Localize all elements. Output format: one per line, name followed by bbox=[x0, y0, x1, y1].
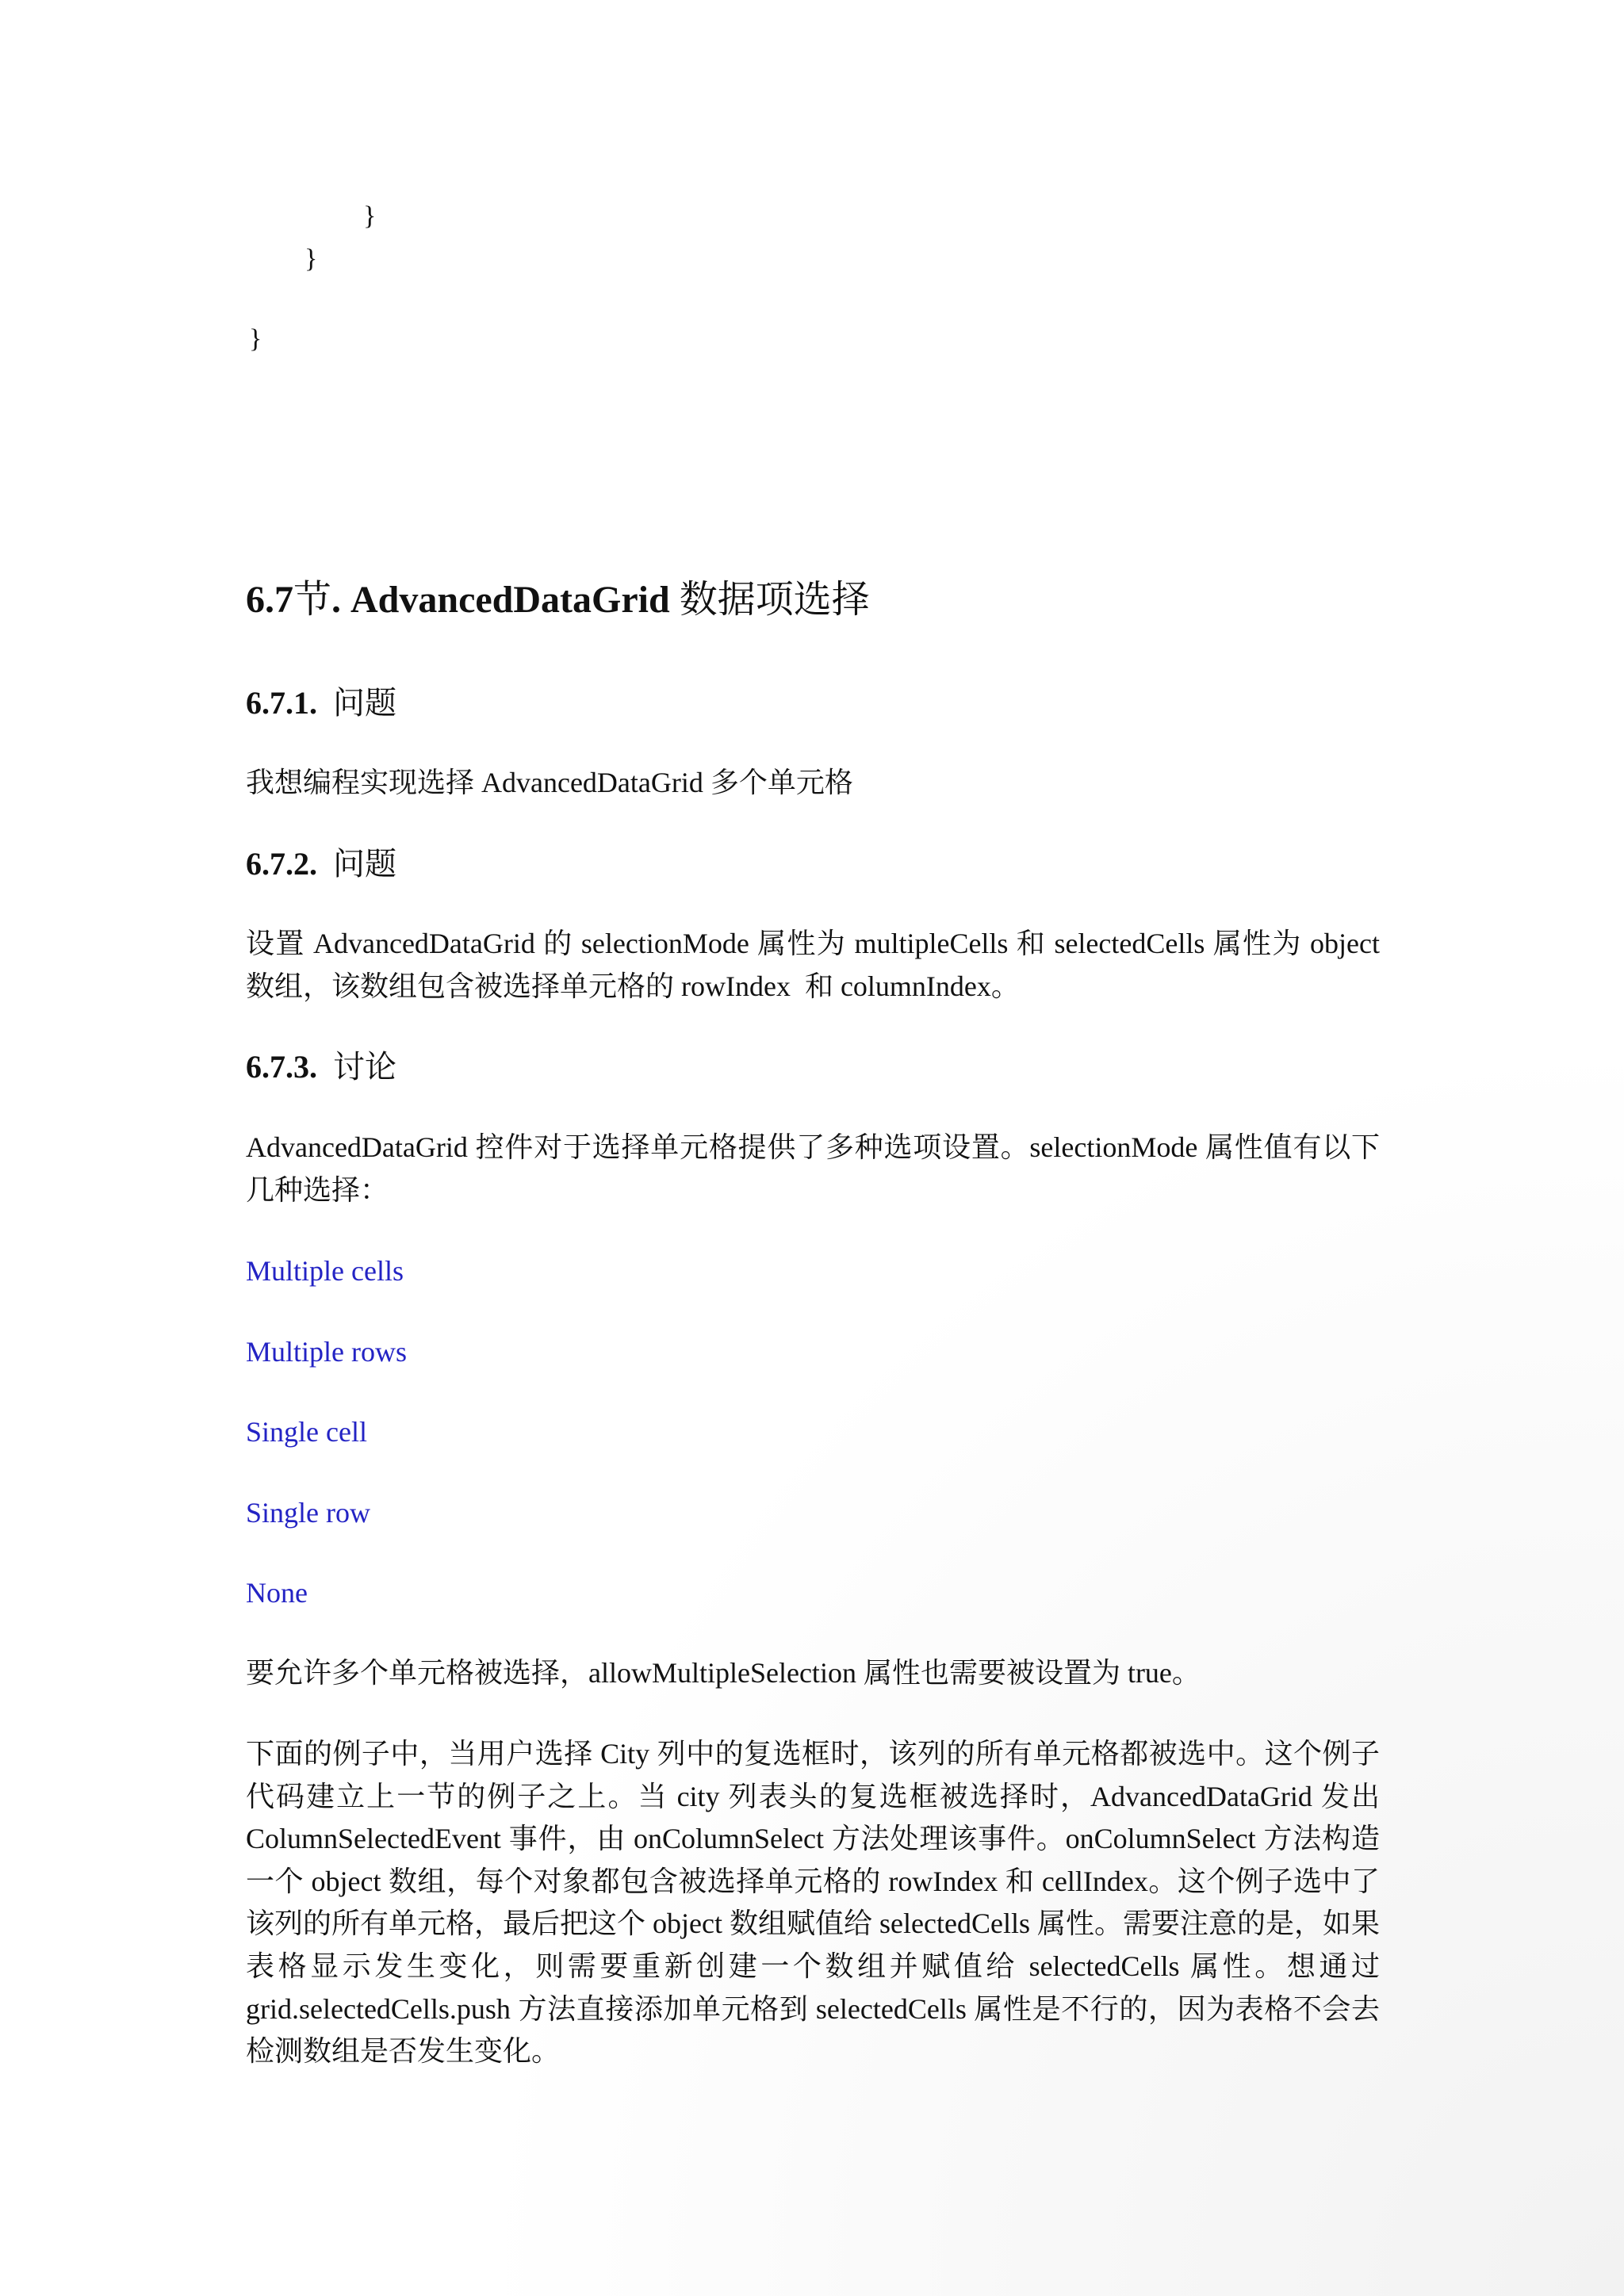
example-explanation-paragraph bbox=[246, 1733, 1380, 2073]
solution-paragraph bbox=[246, 923, 1380, 1008]
paragraph-line: 数组，该数组包含被选择单元格的 rowIndex 和 columnIndex。 bbox=[246, 970, 1020, 1002]
subsection-heading-solution bbox=[246, 843, 1380, 886]
section-title-cn: 数据项选择 bbox=[669, 579, 870, 621]
selection-mode-link-multiple-rows[interactable]: Multiple rows bbox=[246, 1336, 407, 1368]
selection-mode-link-none[interactable]: None bbox=[246, 1577, 308, 1609]
paragraph-line: 该列的所有单元格，最后把这个 object 数组赋值给 selectedCells 属性。需要注意的是，如果 bbox=[246, 1908, 1380, 1940]
selection-mode-link-multiple-cells[interactable]: Multiple cells bbox=[246, 1255, 404, 1287]
subsection-title: 问题 bbox=[333, 846, 396, 882]
subsection-heading-discussion bbox=[246, 1046, 1380, 1089]
section-label: 节 bbox=[293, 579, 332, 621]
subsection-heading-problem bbox=[246, 682, 1380, 725]
section-title-en: . AdvancedDataGrid bbox=[331, 579, 670, 621]
paragraph-line: 几种选择： bbox=[246, 1173, 389, 1206]
subsection-title: 讨论 bbox=[333, 1049, 396, 1085]
subsection-number: 6.7.1. bbox=[246, 685, 317, 721]
problem-paragraph bbox=[246, 762, 1380, 805]
paragraph-line: ColumnSelectedEvent 事件，由 onColumnSelect 方法处理该事件。onColumnSelect 方法构造 bbox=[246, 1823, 1380, 1855]
selection-mode-link-single-row[interactable]: Single row bbox=[246, 1497, 370, 1529]
paragraph-line: 下面的例子中，当用户选择 City 列中的复选框时，该列的所有单元格都被选中。这个例子 bbox=[246, 1738, 1380, 1770]
subsection-title: 问题 bbox=[333, 685, 396, 721]
discussion-intro-paragraph bbox=[246, 1127, 1380, 1211]
subsection-number: 6.7.2. bbox=[246, 846, 317, 882]
code-closing-brace: } bbox=[304, 244, 318, 274]
subsection-number: 6.7.3. bbox=[246, 1049, 317, 1085]
code-closing-brace: } bbox=[249, 324, 262, 354]
paragraph-line: 我想编程实现选择 AdvancedDataGrid 多个单元格 bbox=[246, 767, 853, 798]
multiple-selection-note bbox=[246, 1652, 1380, 1695]
section-number: 6.7 bbox=[246, 579, 293, 621]
selection-mode-link-single-cell[interactable]: Single cell bbox=[246, 1416, 367, 1448]
paragraph-line: 代码建立上一节的例子之上。当 city 列表头的复选框被选择时，AdvancedDataGrid 发出 bbox=[246, 1780, 1380, 1812]
paragraph-line: 表格显示发生变化，则需要重新创建一个数组并赋值给 selectedCells 属性。想通过 bbox=[246, 1950, 1380, 1982]
paragraph-line: 一个 object 数组，每个对象都包含被选择单元格的 rowIndex 和 cellIndex。这个例子选中了 bbox=[246, 1865, 1380, 1897]
paragraph-line: AdvancedDataGrid 控件对于选择单元格提供了多种选项设置。selectionMode 属性值有以下 bbox=[246, 1131, 1380, 1163]
paragraph-line: 检测数组是否发生变化。 bbox=[246, 2035, 561, 2068]
paragraph-line: 设置 AdvancedDataGrid 的 selectionMode 属性为 multipleCells 和 selectedCells 属性为 object bbox=[246, 928, 1380, 959]
paragraph-line: 要允许多个单元格被选择，allowMultipleSelection 属性也需要被设置为 true。 bbox=[246, 1657, 1201, 1689]
code-closing-brace: } bbox=[363, 201, 377, 231]
section-heading bbox=[246, 576, 1380, 624]
paragraph-line: grid.selectedCells.push 方法直接添加单元格到 selectedCells 属性是不行的，因为表格不会去 bbox=[246, 1992, 1380, 2025]
